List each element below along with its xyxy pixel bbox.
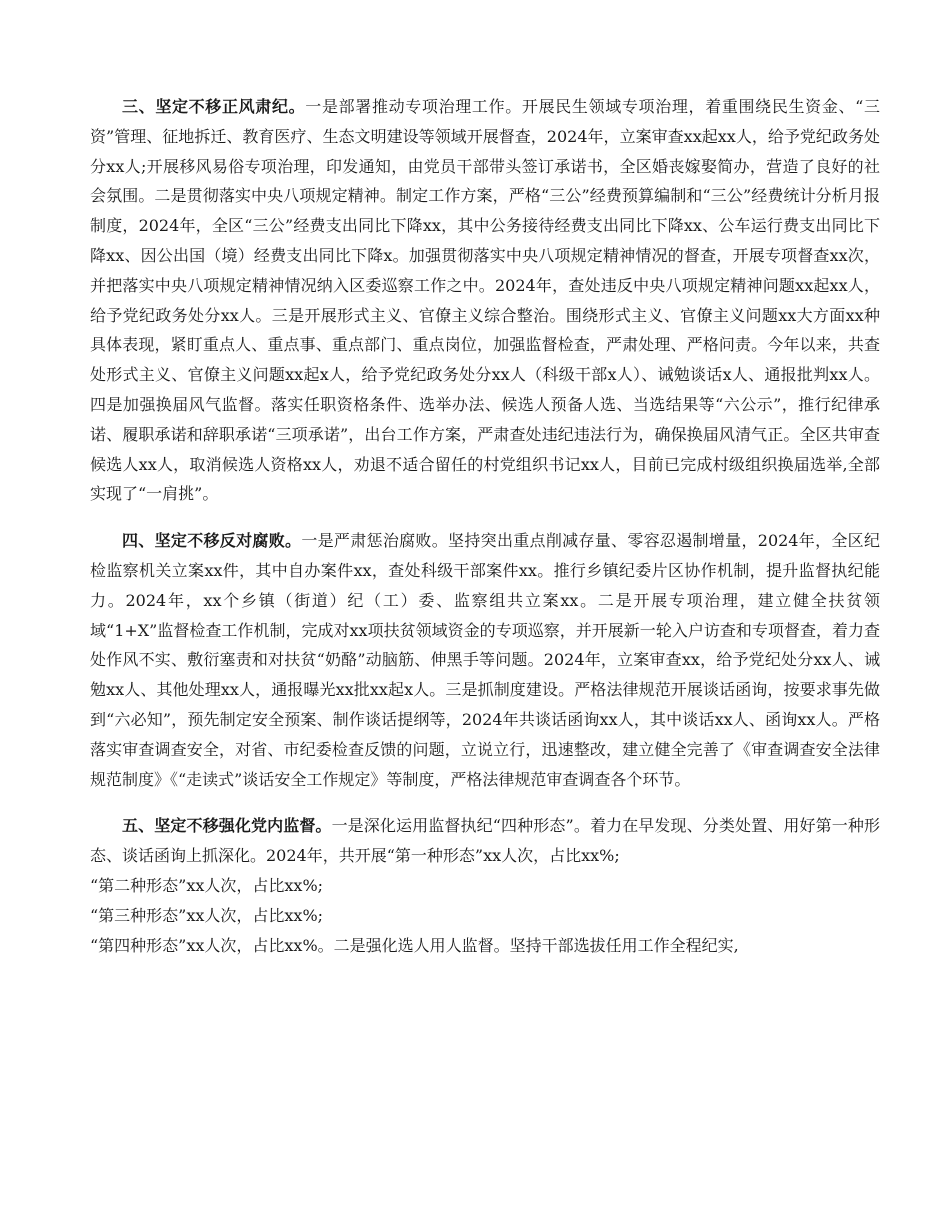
section-three-paragraph (90, 92, 880, 509)
section-four-body: 一是严肃惩治腐败。坚持突出重点削减存量、零容忍遏制增量，2024年，全区纪检监察机关立案xx件，其中自办案件xx，查处科级干部案件xx。推行乡镇纪委片区协作机制，提升监督执纪能力。2024年，xx个乡镇（街道）纪（工）委、监察组共立案xx。二是开展专项治理，建立健全扶贫领域“1+X”监督检查工作机制，完成对xx项扶贫领域资金的专项巡察，并开展新一轮入户访查和专项督查，着力查处作风不实、敷衍塞责和对扶贫“奶酪”动脑筋、伸黑手等问题。2024年，立案审查xx，给予党纪处分xx人、诫勉xx人、其他处理xx人，通报曝光xx批xx起x人。三是抓制度建设。严格法律规范开展谈话函询，按要求事先做到“六必知”，预先制定安全预案、制作谈话提纲等，2024年共谈话函询xx人，其中谈话xx人、函询xx人。严格落实审查调查安全，对省、市纪委检查反馈的问题，立说立行，迅速整改，建立健全完善了《审查调查安全法律规范制度》《“走读式”谈话安全工作规定》等制度，严格法律规范审查调查各个环节。 (90, 531, 880, 789)
section-five-body: 一是深化运用监督执纪“四种形态”。着力在早发现、分类处置、用好第一种形态、谈话函询上抓深化。2024年，共开展“第一种形态”xx人次，占比xx%; (90, 816, 880, 866)
form-four-line: “第四种形态”xx人次，占比xx%。二是强化选人用人监督。坚持干部选拔任用工作全程纪实, (90, 935, 739, 955)
section-five-heading: 五、坚定不移强化党内监督。 (122, 816, 332, 836)
form-three-line: “第三种形态”xx人次，占比xx%; (90, 905, 324, 925)
section-four-paragraph (90, 526, 880, 794)
section-three-heading: 三、坚定不移正风肃纪。 (122, 97, 306, 116)
section-five-paragraph (90, 811, 880, 871)
document-page (90, 92, 880, 960)
form-two-line: “第二种形态”xx人次，占比xx%; (90, 875, 324, 895)
section-three-body: 一是部署推动专项治理工作。开展民生领域专项治理，着重围绕民生资金、“三资”管理、征地拆迁、教育医疗、生态文明建设等领域开展督查，2024年，立案审查xx起xx人，给予党纪政务处分xx人;开展移风易俗专项治理，印发通知，由党员干部带头签订承诺书，全区婚丧嫁娶简办，营造了良好的社会氛围。二是贯彻落实中央八项规定精神。制定工作方案，严格“三公”经费预算编制和“三公”经费统计分析月报制度，2024年，全区“三公”经费支出同比下降xx，其中公务接待经费支出同比下降xx、公车运行费支出同比下降xx、因公出国（境）经费支出同比下降x。加强贯彻落实中央八项规定精神情况的督查，开展专项督查xx次，并把落实中央八项规定精神情况纳入区委巡察工作之中。2024年，查处违反中央八项规定精神问题xx起xx人，给予党纪政务处分xx人。三是开展形式主义、官僚主义综合整治。围绕形式主义、官僚主义问题xx大方面xx种具体表现，紧盯重点人、重点事、重点部门、重点岗位，加强监督检查，严肃处理、严格问责。今年以来，共查处形式主义、官僚主义问题xx起x人，给予党纪政务处分xx人（科级干部x人）、诫勉谈话x人、通报批判xx人。四是加强换届风气监督。落实任职资格条件、选举办法、候选人预备人选、当选结果等“六公示”，推行纪律承诺、履职承诺和辞职承诺“三项承诺”，出台工作方案，严肃查处违纪违法行为，确保换届风清气正。全区共审查候选人xx人，取消候选人资格xx人，劝退不适合留任的村党组织书记xx人，目前已完成村级组织换届选举,全部实现了“一肩挑”。 (90, 97, 880, 504)
section-four-heading: 四、坚定不移反对腐败。 (122, 531, 302, 551)
